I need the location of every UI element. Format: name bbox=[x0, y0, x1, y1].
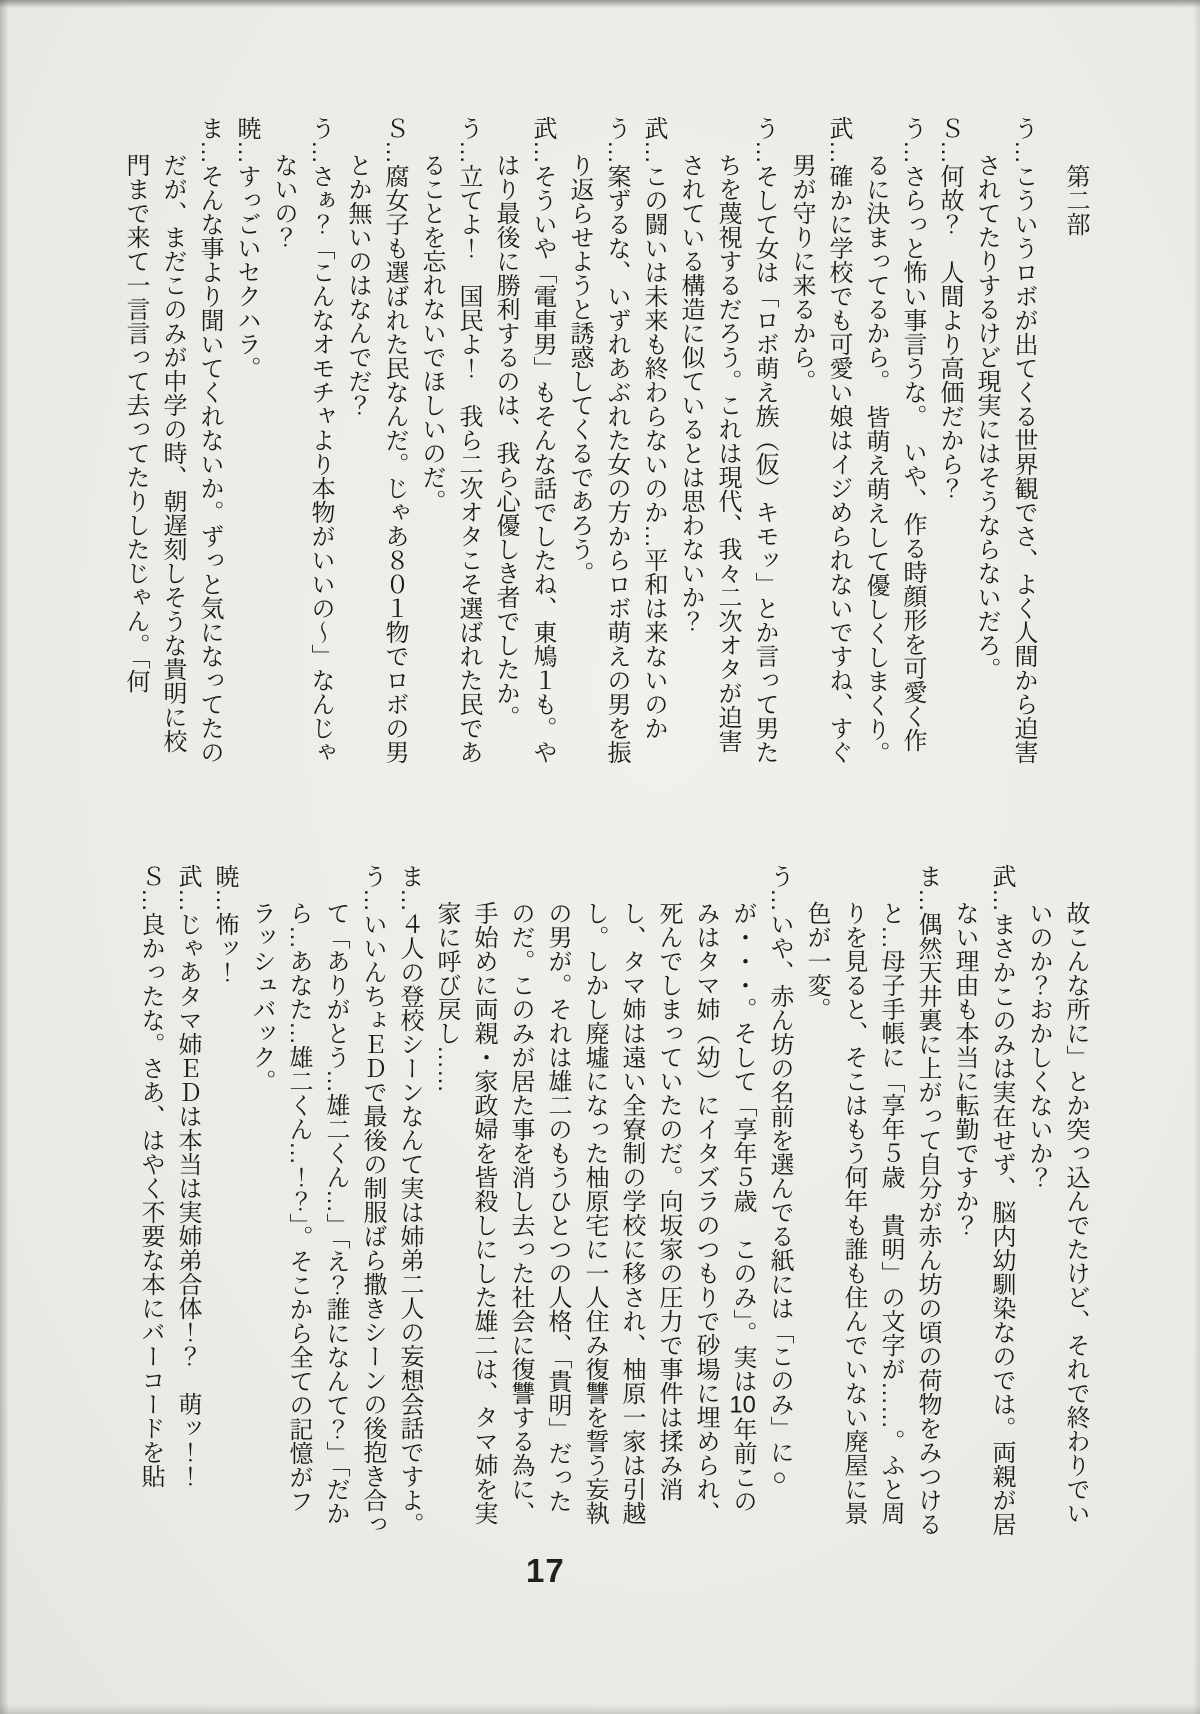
page-number: 17 bbox=[526, 1552, 565, 1589]
top-text-block bbox=[117, 116, 1094, 771]
dialogue-line: 武…まさかこのみは実在せず、脳内幼馴染なのでは。両親が居ない理由も本当に転勤ですか？ bbox=[951, 864, 1015, 1536]
dialogue-line: 暁…すっごいセクハラ。 bbox=[233, 116, 260, 380]
scan-shadow-top bbox=[0, 0, 1200, 8]
dialogue-line: Ｓ…良かったな。さあ、はやく不要な本にバーコードを貼 bbox=[137, 864, 164, 1488]
dialogue-line: 武…そういや「電車男」もそんな話でしたね、東鳩１も。やはり最後に勝利するのは、我ら心優しき者でしたか。 bbox=[492, 116, 556, 764]
dialogue-line: 武…この闘いは未来も終わらないのか…平和は来ないのか bbox=[640, 116, 667, 740]
dialogue-line: う…こういうロボが出てくる世界観でさ、よく人間から迫害されてたりするけど現実にはそうならないだろ。 bbox=[973, 116, 1037, 764]
dialogue-line: 故こんな所に」とか突っ込んでたけど、それで終わりでいいのか？おかしくないか？ bbox=[1025, 901, 1089, 1525]
dialogue-line: ま…そんな事より聞いてくれないか。ずっと気になってたのだが、まだこのみが中学の時、朝遅刻しそうな貴明に校門まで来て一言言って去ってたりしたじゃん。「何 bbox=[122, 116, 223, 764]
dialogue-line: う…いや、赤ん坊の名前を選んでる紙には「このみ」に○が・・・。そして「享年５歳 このみ」。実は10年前このみはタマ姉（幼）にイタズラのつもりで砂場に埋められ、死んでしまっていたのだ。向坂家の圧力で事件は揉み消し、タマ姉は遠い全寮制の学校に移され、柚原一家は引越し。しかし廃墟になった柚原宅に一人住み復讐を誓う妄執の男が。それは雄二のもうひとつの人格、「貴明」だったのだ。このみが居た事を消し去った社会に復讐する為に、手始めに両親・家政婦を皆殺しにした雄二は、タマ姉を実家に呼び戻し…… bbox=[433, 864, 793, 1525]
dialogue-line: 武…確かに学校でも可愛い娘はイジめられないですね、すぐ男が守りに来るから。 bbox=[788, 116, 852, 764]
dialogue-line: う…さぁ？「こんなオモチャより本物がいいの～」なんじゃないの？ bbox=[270, 116, 334, 764]
dialogue-line: 暁…怖ッ！ bbox=[211, 864, 238, 984]
dialogue-line: 武…じゃあタマ姉ＥＤは本当は実姉弟合体！？ 萌ッ！！ bbox=[174, 864, 201, 1488]
dialogue-line: う…立てよ！ 国民よ！ 我ら二次オタこそ選ばれた民であることを忘れないでほしいのだ。 bbox=[418, 116, 482, 764]
dialogue-line: う…いいんちょＥＤで最後の制服ばら撒きシーンの後抱き合って「ありがとう…雄二くん…」「え？誰になんて？」「だから…あなた…雄二くん…！？」。そこから全ての記憶がフラッシュバック。 bbox=[248, 864, 386, 1536]
dialogue-line: Ｓ…腐女子も選ばれた民なんだ。じゃあ８０１物でロボの男とか無いのはなんでだ？ bbox=[344, 116, 408, 764]
dialogue-line: う…案ずるな、いずれあぶれた女の方からロボ萌えの男を振り返らせようと誘惑してくるであろう。 bbox=[566, 116, 630, 764]
tatechuyoko-number: 10 bbox=[729, 1393, 756, 1417]
bottom-text-block bbox=[132, 864, 1094, 1536]
dialogue-line: Ｓ…何故？ 人間より高価だから？ bbox=[936, 116, 963, 500]
dialogue-line: ま…４人の登校シーンなんて実は姉弟二人の妄想会話ですよ。 bbox=[396, 864, 423, 1536]
scan-shadow-right bbox=[1193, 0, 1200, 1714]
section-heading: 第二部 bbox=[1062, 164, 1089, 236]
dialogue-line: ま…偶然天井裏に上がって自分が赤ん坊の頃の荷物をみつけると…母子手帳に「享年５歳 貴明」の文字が……。ふと周りを見ると、そこはもう何年も誰も住んでいない廃屋に景色が一変。 bbox=[803, 864, 941, 1536]
scan-shadow-bottom bbox=[0, 1704, 1200, 1714]
scan-shadow-left bbox=[0, 0, 9, 1714]
dialogue-line: う…さらっと怖い事言うな。 いや、作る時顔形を可愛く作るに決まってるから。 皆萌え萌えして優しくしまくり。 bbox=[862, 116, 926, 765]
dialogue-line: う…そして女は「ロボ萌え族（仮）キモッ」とか言って男たちを蔑視するだろう。これは現代、我々二次オタが迫害されている構造に似ているとは思わないか？ bbox=[677, 116, 778, 764]
